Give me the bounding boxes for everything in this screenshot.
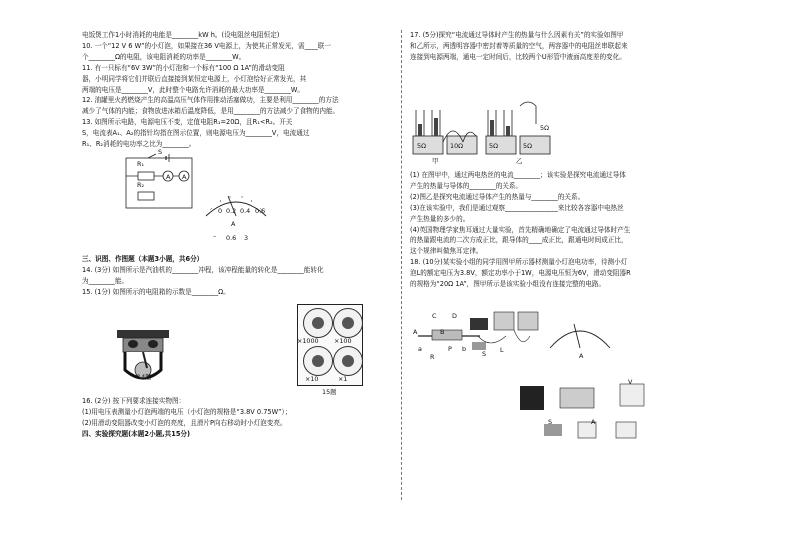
r2-label: R₂: [137, 181, 145, 189]
text-line: 为________能。: [82, 276, 129, 285]
text-line: 的规格为“20Ω 1A”，图甲所示是该实验小组没有连接完整的电路。: [410, 280, 606, 289]
text-line: 13. 如图所示电路，电源电压不变，定值电阻R₁=20Ω，且R₁<R₂。开关: [82, 118, 293, 127]
dial-ones: [333, 346, 363, 376]
q13-circuit-diagram: [120, 152, 200, 214]
q18-apparatus-figure: [410, 300, 740, 460]
text-line: 电饭煲工作1小时消耗的电能是________kW h。(设电阻丝电阻恒定): [82, 31, 280, 39]
text-line: 两端的电压是________V，此时整个电路允许消耗的最大功率是________W。: [82, 85, 305, 94]
end-label: a: [418, 345, 422, 353]
dial-label: ×10: [305, 375, 319, 383]
text-line: (2)图乙是探究电流通过导体产生的热量与________的关系。: [410, 192, 585, 201]
text-line: (2)用滑动变阻器改变小灯泡的亮度，且滑片P向右移动时小灯泡变亮。: [82, 418, 287, 427]
slider-label: P: [448, 345, 452, 353]
meter-tick: 0: [218, 207, 223, 215]
text-line: 和乙所示，两透明容器中密封着等质量的空气，两容器中的电阻丝串联起来: [410, 41, 628, 50]
section-heading: 三、识图、作图题（本题3小题，共6分）: [82, 255, 204, 263]
dial-label: ×100: [334, 337, 352, 345]
left-column-lower: [82, 254, 392, 298]
terminal-label: 3: [244, 234, 249, 242]
ammeter-label: A: [591, 418, 596, 426]
dial-thousands: [303, 308, 333, 338]
meter-tick: 0.6: [255, 207, 266, 215]
text-line: 12. 油罐里火药燃烧产生的高温高压气体作用推动活塞做功，主要是利用________的方法: [82, 96, 339, 105]
a1-label: A: [166, 173, 171, 181]
end-label: b: [462, 345, 467, 353]
dial-tens: [303, 346, 333, 376]
resistor-label: 5Ω: [523, 142, 532, 150]
dial-label: ×1000: [297, 337, 319, 345]
dial-label: ×1: [338, 375, 348, 383]
meter-unit: A: [231, 220, 236, 228]
dial-hundreds: [333, 308, 363, 338]
text-line: 18. (10分)某实验小组的同学用图甲所示器材测量小灯泡电功率，待测小灯: [410, 258, 628, 267]
switch-label: S: [548, 418, 553, 426]
meter-unit: A: [579, 352, 584, 360]
text-line: 泡L的额定电压为3.8V，额定功率小于1W，电源电压恒为6V，滑动变阻器R: [410, 269, 631, 278]
text-line: 17. (5分)探究“电流通过导体时产生的热量与什么因素有关”的实验如图甲: [410, 31, 624, 39]
switch-label: S: [158, 148, 163, 156]
text-line: R₁、R₂消耗的电功率之比为________。: [82, 140, 196, 149]
q17-experiment-figure: [408, 100, 558, 162]
rheostat-label: R: [430, 353, 435, 361]
meter-tick: 0.2: [226, 207, 237, 215]
text-line: (1)用电压表测量小灯泡两端的电压（小灯泡的规格是“3.8V 0.75W”）；: [82, 407, 292, 416]
resistor-label: 5Ω: [417, 142, 426, 150]
text-line: (1) 在图甲中，通过两电热丝的电流________；该实验是探究电流通过导体: [410, 171, 626, 179]
terminal-label: C: [432, 312, 437, 320]
resistor-label: 5Ω: [540, 124, 549, 132]
fig17-label-yi: 乙: [516, 157, 523, 165]
terminal-label: B: [440, 328, 445, 336]
resistor-label: 10Ω: [450, 142, 464, 150]
a2-label: A: [182, 173, 187, 181]
terminal-label: 0.6: [226, 234, 237, 242]
text-line: 个________Ω的电阻，该电阻消耗的功率是________W。: [82, 52, 246, 61]
column-divider: [401, 30, 402, 500]
text-line: (3)在该实验中，我们是通过观察________________来比较各容器中电热丝: [410, 203, 624, 212]
text-line: 减少了气体的内能；食物放进冰箱后温度降低，是用________的方法减少了食物的内能。: [82, 107, 340, 116]
text-line: 这个规律叫做焦耳定律。: [410, 247, 483, 256]
switch-label: S: [482, 350, 487, 358]
fig17-label-jia: 甲: [432, 157, 439, 165]
lamp-label: L: [500, 346, 504, 354]
fig14-caption: 14题: [137, 373, 152, 381]
text-line: 15. (1分) 如图所示的电阻箱的示数是________Ω。: [82, 287, 230, 296]
text-line: S，电流表A₁、A₂的指针均指在图示位置，则电源电压为________V，电流通过: [82, 129, 310, 138]
voltmeter-label: V: [628, 378, 633, 386]
text-line: 产生的热量与导体的________的关系。: [410, 181, 523, 190]
fig15-caption: 15题: [322, 388, 337, 396]
text-line: 连接到电源两端，通电一定时间后，比较两个U形管中液面高度差的变化。: [410, 52, 626, 61]
meter-tick: 0.4: [240, 207, 251, 215]
text-line: 的热量跟电流的二次方成正比，跟导体的____成正比，跟通电时间成正比，: [410, 236, 628, 245]
right-column-q17-parts: [410, 170, 740, 290]
terminal-minus: –: [213, 232, 217, 240]
left-column-bottom: [82, 396, 392, 440]
text-line: 14. (3分) 如图所示是汽油机的________冲程，该冲程能量的转化是________能转化: [82, 265, 324, 274]
q13-ammeter-dial: [200, 190, 272, 220]
terminal-label: D: [452, 312, 457, 320]
text-line: 器，小明同学将它们并联后直接接到某恒定电源上，小灯泡恰好正常发光，其: [82, 74, 307, 83]
left-column: [82, 30, 392, 150]
text-line: 11. 有一只标有“6V 3W”的小灯泡和一个标有“100 Ω 1A”的滑动变阻: [82, 63, 285, 72]
r1-label: R₁: [137, 160, 145, 168]
text-line: 产生热量的多少的。: [410, 214, 470, 223]
text-line: 16. (2分) 按下列要求连接实物图：: [82, 397, 186, 405]
text-line: (4)英国物理学家焦耳通过大量实验，首先精确地确定了电流通过导体时产生: [410, 225, 631, 234]
section-heading: 四、实验探究题(本题2小题,共15分): [82, 429, 191, 438]
text-line: 10. 一个“12 V 6 W”的小灯泡，如果接在36 V电源上，为使其正常发光，需____联一: [82, 41, 331, 50]
resistor-label: 5Ω: [489, 142, 498, 150]
terminal-label: A: [413, 328, 418, 336]
right-column: [410, 30, 740, 63]
